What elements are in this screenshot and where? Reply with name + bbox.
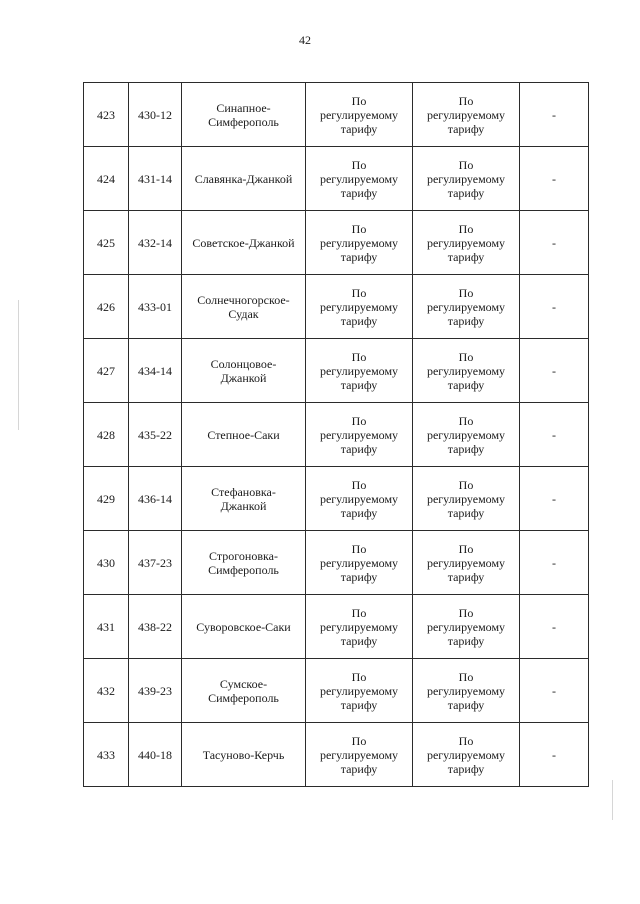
- row-number-cell: 433: [84, 723, 129, 787]
- tariff-type-cell: По регулируемому тарифу: [306, 467, 413, 531]
- registration-number-cell: 432-14: [129, 211, 182, 275]
- empty-value-cell: -: [520, 211, 589, 275]
- registration-number-cell: 438-22: [129, 595, 182, 659]
- row-number-cell: 432: [84, 659, 129, 723]
- registration-number-cell: 439-23: [129, 659, 182, 723]
- tariff-type-cell: По регулируемому тарифу: [413, 211, 520, 275]
- tariff-type-cell: По регулируемому тарифу: [306, 595, 413, 659]
- page-number: 42: [299, 33, 311, 47]
- empty-value-cell: -: [520, 403, 589, 467]
- registration-number-cell: 436-14: [129, 467, 182, 531]
- table-row: [84, 275, 589, 339]
- route-table-body: [84, 83, 589, 787]
- table-row: [84, 531, 589, 595]
- route-name-cell: Славянка-Джанкой: [182, 147, 306, 211]
- empty-value-cell: -: [520, 275, 589, 339]
- scan-artifact-line: [18, 300, 19, 430]
- tariff-type-cell: По регулируемому тарифу: [413, 339, 520, 403]
- route-name-cell: Суворовское-Саки: [182, 595, 306, 659]
- registration-number-cell: 435-22: [129, 403, 182, 467]
- registration-number-cell: 440-18: [129, 723, 182, 787]
- route-table: [83, 82, 589, 787]
- empty-value-cell: -: [520, 659, 589, 723]
- table-row: [84, 403, 589, 467]
- route-name-cell: Тасуново-Керчь: [182, 723, 306, 787]
- table-row: [84, 211, 589, 275]
- empty-value-cell: -: [520, 595, 589, 659]
- row-number-cell: 431: [84, 595, 129, 659]
- empty-value-cell: -: [520, 147, 589, 211]
- scan-artifact-line: [612, 780, 613, 820]
- table-row: [84, 723, 589, 787]
- route-name-cell: Стефановка- Джанкой: [182, 467, 306, 531]
- tariff-type-cell: По регулируемому тарифу: [306, 147, 413, 211]
- route-name-cell: Степное-Саки: [182, 403, 306, 467]
- registration-number-cell: 431-14: [129, 147, 182, 211]
- route-name-cell: Солонцовое- Джанкой: [182, 339, 306, 403]
- row-number-cell: 423: [84, 83, 129, 147]
- empty-value-cell: -: [520, 339, 589, 403]
- tariff-type-cell: По регулируемому тарифу: [413, 83, 520, 147]
- table-row: [84, 83, 589, 147]
- registration-number-cell: 433-01: [129, 275, 182, 339]
- empty-value-cell: -: [520, 723, 589, 787]
- row-number-cell: 428: [84, 403, 129, 467]
- tariff-type-cell: По регулируемому тарифу: [413, 275, 520, 339]
- registration-number-cell: 434-14: [129, 339, 182, 403]
- tariff-type-cell: По регулируемому тарифу: [306, 275, 413, 339]
- tariff-type-cell: По регулируемому тарифу: [306, 83, 413, 147]
- row-number-cell: 430: [84, 531, 129, 595]
- empty-value-cell: -: [520, 531, 589, 595]
- row-number-cell: 426: [84, 275, 129, 339]
- tariff-type-cell: По регулируемому тарифу: [306, 531, 413, 595]
- row-number-cell: 425: [84, 211, 129, 275]
- tariff-type-cell: По регулируемому тарифу: [306, 723, 413, 787]
- route-name-cell: Строгоновка- Симферополь: [182, 531, 306, 595]
- table-row: [84, 147, 589, 211]
- tariff-type-cell: По регулируемому тарифу: [306, 339, 413, 403]
- registration-number-cell: 437-23: [129, 531, 182, 595]
- route-name-cell: Советское-Джанкой: [182, 211, 306, 275]
- tariff-type-cell: По регулируемому тарифу: [306, 211, 413, 275]
- row-number-cell: 424: [84, 147, 129, 211]
- route-name-cell: Синапное- Симферополь: [182, 83, 306, 147]
- table-row: [84, 595, 589, 659]
- registration-number-cell: 430-12: [129, 83, 182, 147]
- tariff-type-cell: По регулируемому тарифу: [413, 403, 520, 467]
- table-row: [84, 659, 589, 723]
- empty-value-cell: -: [520, 467, 589, 531]
- route-name-cell: Сумское- Симферополь: [182, 659, 306, 723]
- tariff-type-cell: По регулируемому тарифу: [413, 531, 520, 595]
- route-name-cell: Солнечногорское- Судак: [182, 275, 306, 339]
- tariff-type-cell: По регулируемому тарифу: [413, 723, 520, 787]
- tariff-type-cell: По регулируемому тарифу: [413, 659, 520, 723]
- empty-value-cell: -: [520, 83, 589, 147]
- table-row: [84, 467, 589, 531]
- row-number-cell: 427: [84, 339, 129, 403]
- tariff-type-cell: По регулируемому тарифу: [306, 403, 413, 467]
- row-number-cell: 429: [84, 467, 129, 531]
- tariff-type-cell: По регулируемому тарифу: [413, 147, 520, 211]
- tariff-type-cell: По регулируемому тарифу: [413, 467, 520, 531]
- tariff-type-cell: По регулируемому тарифу: [306, 659, 413, 723]
- tariff-type-cell: По регулируемому тарифу: [413, 595, 520, 659]
- table-row: [84, 339, 589, 403]
